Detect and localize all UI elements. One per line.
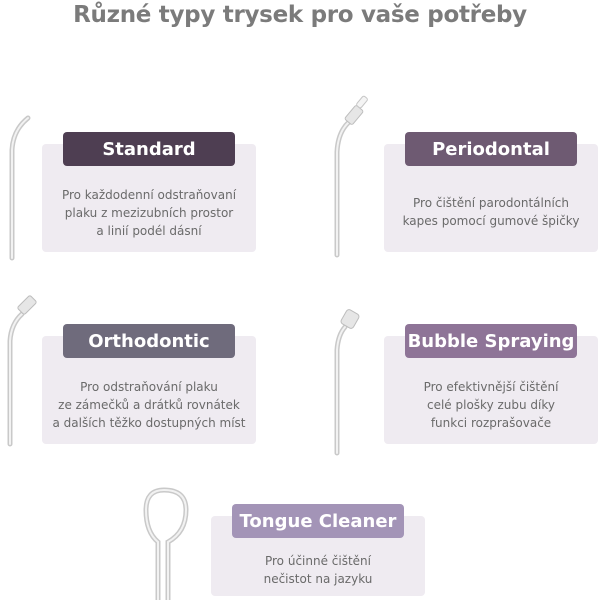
orthodontic-description xyxy=(42,378,256,432)
standard-desc-line: plaku z mezizubních prostor xyxy=(64,206,234,220)
periodontal-nozzle-icon xyxy=(325,92,375,257)
bubble-spraying-desc-line: Pro efektivnější čištění xyxy=(423,380,559,394)
tongue-cleaner-nozzle-icon xyxy=(138,482,198,600)
tongue-cleaner-label: Tongue Cleaner xyxy=(232,504,404,538)
standard-label: Standard xyxy=(63,132,235,166)
orthodontic-nozzle-icon xyxy=(0,286,45,446)
bubble-spraying-desc-line: celé plošky zubu díky xyxy=(426,398,555,412)
bubble-spraying-desc-line: funkci rozprašovače xyxy=(430,416,552,430)
periodontal-desc-line: Pro čištění parodontálních xyxy=(413,196,569,210)
page-title: Různé typy trysek pro vaše potřeby xyxy=(73,2,527,28)
tongue-cleaner-description xyxy=(211,552,425,588)
orthodontic-desc-line: a dalších těžko dostupných míst xyxy=(52,416,246,430)
standard-description xyxy=(42,186,256,240)
orthodontic-desc-line: ze zámečků a drátků rovnátek xyxy=(58,398,240,412)
bubble-spraying-label: Bubble Spraying xyxy=(405,324,577,358)
bubble-spraying-description xyxy=(384,378,598,432)
standard-nozzle-icon xyxy=(0,110,40,260)
tongue-cleaner-desc-line: nečistot na jazyku xyxy=(263,572,373,586)
periodontal-desc-line: kapes pomocí gumové špičky xyxy=(402,214,580,228)
standard-desc-line: Pro každodenní odstraňovaní xyxy=(61,188,237,202)
orthodontic-label: Orthodontic xyxy=(63,324,235,358)
orthodontic-desc-line: Pro odstraňování plaku xyxy=(80,380,218,394)
standard-desc-line: a linií podél dásní xyxy=(96,224,202,238)
tongue-cleaner-desc-line: Pro účinné čištění xyxy=(264,554,371,568)
periodontal-description xyxy=(384,194,598,230)
bubble-spraying-nozzle-icon xyxy=(325,305,370,455)
periodontal-label: Periodontal xyxy=(405,132,577,166)
